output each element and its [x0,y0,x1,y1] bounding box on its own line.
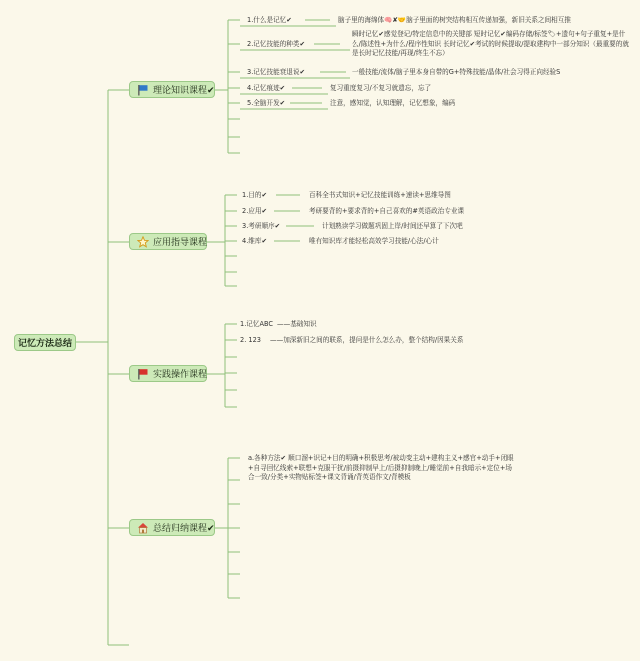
item-number: 1.记忆ABC [240,320,274,328]
item-description: 复习重度复习/不复习就遗忘，忘了 [330,84,432,92]
item-description: 考研要背的+要求背的+自己喜欢的#英语政治专业课 [309,207,465,215]
item-description: 百科全书式知识+记忆技能训练+速读+思维导图 [309,191,451,199]
branch-node-theory[interactable] [129,81,215,98]
flag-blue-icon [137,84,149,96]
item-number: 4.记忆痕迹✔ [247,84,286,92]
branch-label: 理论知识课程✔ [153,86,215,96]
item-description: 脑子里的海绵体🧠✘🤝脑子里面的树突结构相互传递加强，新旧关系之间相互推 [338,16,571,24]
flag-red-icon [137,368,149,380]
item-number: 2. 123 [240,336,261,344]
item-description: 计划熟读学习做题巩固上岸/时间还早算了下次吧 [322,222,463,230]
item-number: 2.记忆技能的种类✔ [247,40,305,48]
item-description: 一般技能/流体/脑子里本身自带的G+特殊技能/晶体/社会习得正向经验S [352,68,561,76]
star-outline-icon [137,236,149,248]
item-description: 注意，感知觉，认知理解，记忆想象，编码 [330,99,456,107]
item-description: ——加深新旧之间的联系，提问是什么怎么办，整个结构/因果关系 [270,336,464,344]
branch-node-practice[interactable] [129,365,207,382]
item-number: 4.维库✔ [242,237,268,245]
item-number: 1.什么是记忆✔ [247,16,292,24]
item-number: 3.记忆技能衰退说✔ [247,68,305,76]
branch-label: 总结归纳课程✔ [153,524,215,534]
item-number: 5.全脑开发✔ [247,99,286,107]
connector-lines [76,20,350,645]
item-description: 唯有知识库才能轻松高效学习技能/心法/心计 [309,237,439,245]
item-number: 1.目的✔ [242,191,268,199]
item-description: 瞬时记忆✔感觉登记/特定信息中的关键部 短时记忆✔编码存储/标签🏷+遗句+句子重复+是什么/陈述性+为什么/程序性知识 长时记忆✔考试的时候提取/提取建构中一部分知识（最重要的就是长时记忆技能/再现/终生不忘） [352,30,629,58]
house-icon [137,522,149,534]
branch-node-summary[interactable] [129,519,215,536]
branch-node-application[interactable] [129,233,207,250]
branch-label: 实践操作课程 [153,370,208,380]
item-description: a.各种方法✔ 顺口溜+识记+目的明确+积极思考/被动变主动+建构主义+感官+动手+闭眼+自寻回忆线索+联想+克服干扰/前摄抑制早上/后摄抑制晚上/睡觉前+自我暗示+定位+场合一致/分类+实物贴标签+课文背诵/背英语作文/背模板 [248,454,514,482]
item-number: 3.考研顺序✔ [242,222,281,230]
item-description: ——基础知识 [277,320,317,328]
item-number: 2.应用✔ [242,207,268,215]
branch-label: 应用指导课程 [153,238,208,248]
root-label: 记忆方法总结 [17,339,72,349]
root-node[interactable] [14,334,76,351]
